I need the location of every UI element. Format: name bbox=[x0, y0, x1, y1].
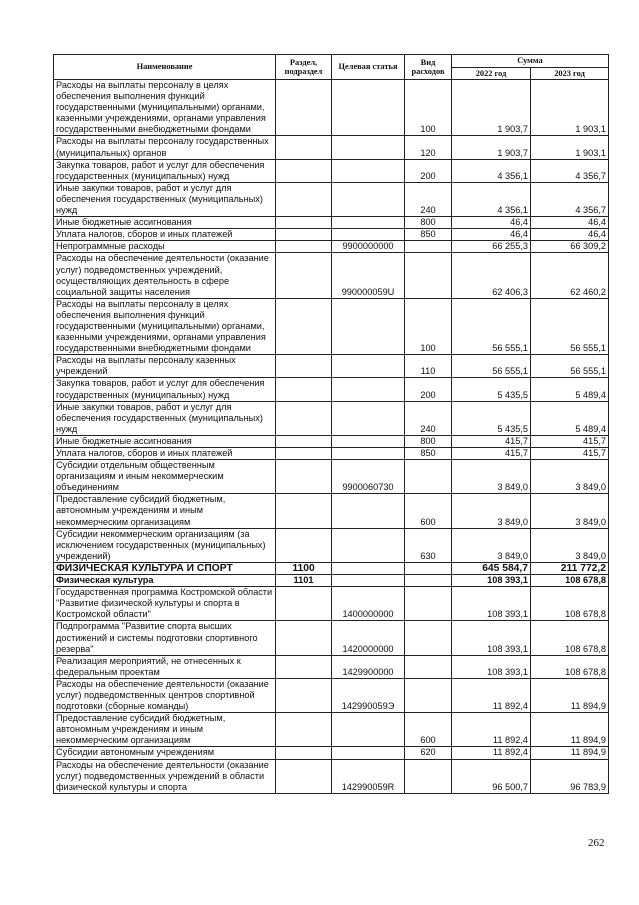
cell-sum-2022: 1 903,7 bbox=[452, 80, 531, 136]
cell-type bbox=[405, 575, 452, 587]
cell-type: 100 bbox=[405, 298, 452, 354]
cell-target bbox=[332, 229, 405, 241]
cell-target bbox=[332, 159, 405, 182]
cell-target bbox=[332, 136, 405, 159]
cell-sum-2023: 108 678,8 bbox=[531, 655, 609, 678]
cell-section bbox=[276, 713, 332, 747]
cell-type bbox=[405, 678, 452, 712]
cell-target bbox=[332, 562, 405, 574]
cell-target: 9900060730 bbox=[332, 460, 405, 494]
cell-sum-2022: 66 255,3 bbox=[452, 241, 531, 253]
cell-type: 600 bbox=[405, 713, 452, 747]
cell-sum-2023: 56 555,1 bbox=[531, 298, 609, 354]
cell-section bbox=[276, 435, 332, 447]
cell-sum-2022: 5 435,5 bbox=[452, 378, 531, 401]
cell-target bbox=[332, 401, 405, 435]
table-row bbox=[54, 241, 609, 253]
table-row bbox=[54, 401, 609, 435]
cell-name: Государственная программа Костромской области "Развитие физической культуры и спорта в Костромской области" bbox=[54, 587, 276, 621]
cell-section bbox=[276, 355, 332, 378]
table-row bbox=[54, 80, 609, 136]
cell-section: 1101 bbox=[276, 575, 332, 587]
cell-sum-2023: 4 356,7 bbox=[531, 159, 609, 182]
table-row bbox=[54, 298, 609, 354]
table-row bbox=[54, 587, 609, 621]
table-row bbox=[54, 136, 609, 159]
cell-type: 600 bbox=[405, 494, 452, 528]
cell-section bbox=[276, 747, 332, 759]
cell-sum-2022: 4 356,1 bbox=[452, 182, 531, 216]
cell-sum-2023: 1 903,1 bbox=[531, 136, 609, 159]
table-row bbox=[54, 253, 609, 298]
cell-sum-2023: 108 678,8 bbox=[531, 575, 609, 587]
cell-name: Иные закупки товаров, работ и услуг для обеспечения государственных (муниципальных) нужд bbox=[54, 182, 276, 216]
table-row bbox=[54, 575, 609, 587]
cell-section bbox=[276, 587, 332, 621]
cell-sum-2022: 3 849,0 bbox=[452, 494, 531, 528]
cell-name: Подпрограмма "Развитие спорта высших достижений и системы подготовки спортивного резерва" bbox=[54, 621, 276, 655]
cell-target bbox=[332, 435, 405, 447]
cell-name: Субсидии автономным учреждениям bbox=[54, 747, 276, 759]
cell-type: 620 bbox=[405, 747, 452, 759]
cell-target bbox=[332, 494, 405, 528]
cell-sum-2022: 415,7 bbox=[452, 435, 531, 447]
table-row bbox=[54, 528, 609, 562]
cell-section bbox=[276, 159, 332, 182]
cell-name: Субсидии некоммерческим организациям (за исключением государственных (муниципальных) учреждений) bbox=[54, 528, 276, 562]
cell-sum-2022: 11 892,4 bbox=[452, 713, 531, 747]
cell-section bbox=[276, 401, 332, 435]
cell-section bbox=[276, 494, 332, 528]
cell-type: 200 bbox=[405, 159, 452, 182]
cell-target bbox=[332, 575, 405, 587]
cell-name: Закупка товаров, работ и услуг для обеспечения государственных (муниципальных) нужд bbox=[54, 159, 276, 182]
cell-section: 1100 bbox=[276, 562, 332, 574]
cell-sum-2023: 66 309,2 bbox=[531, 241, 609, 253]
table-row bbox=[54, 655, 609, 678]
cell-type: 630 bbox=[405, 528, 452, 562]
cell-section bbox=[276, 460, 332, 494]
cell-sum-2023: 3 849,0 bbox=[531, 494, 609, 528]
cell-name: Предоставление субсидий бюджетным, автономным учреждениям и иным некоммерческим организациям bbox=[54, 494, 276, 528]
table-row bbox=[54, 713, 609, 747]
cell-name: Предоставление субсидий бюджетным, автономным учреждениям и иным некоммерческим организациям bbox=[54, 713, 276, 747]
cell-section bbox=[276, 136, 332, 159]
cell-sum-2023: 1 903,1 bbox=[531, 80, 609, 136]
cell-sum-2023: 3 849,0 bbox=[531, 528, 609, 562]
cell-name: Физическая культура bbox=[54, 575, 276, 587]
table-row bbox=[54, 182, 609, 216]
cell-sum-2022: 1 903,7 bbox=[452, 136, 531, 159]
cell-name: Расходы на обеспечение деятельности (оказание услуг) подведомственных учреждений, осуществляющих деятельность в сфере социальной защиты населения bbox=[54, 253, 276, 298]
cell-sum-2023: 415,7 bbox=[531, 435, 609, 447]
cell-sum-2023: 415,7 bbox=[531, 448, 609, 460]
cell-type bbox=[405, 241, 452, 253]
header-section: Раздел, подраздел bbox=[276, 55, 332, 80]
header-name: Наименование bbox=[54, 55, 276, 80]
cell-section bbox=[276, 655, 332, 678]
cell-sum-2023: 5 489,4 bbox=[531, 378, 609, 401]
cell-target: 142990059Э bbox=[332, 678, 405, 712]
cell-name: Расходы на выплаты персоналу в целях обеспечения выполнения функций государственными (муниципальными) органами, казенными учреждениями, органами управления государственными внебюджетными фондами bbox=[54, 298, 276, 354]
header-target: Целевая статья bbox=[332, 55, 405, 80]
cell-section bbox=[276, 678, 332, 712]
cell-sum-2022: 4 356,1 bbox=[452, 159, 531, 182]
cell-target bbox=[332, 298, 405, 354]
cell-sum-2023: 108 678,8 bbox=[531, 587, 609, 621]
cell-section bbox=[276, 298, 332, 354]
cell-sum-2022: 5 435,5 bbox=[452, 401, 531, 435]
table-row bbox=[54, 747, 609, 759]
table-row bbox=[54, 759, 609, 793]
cell-target bbox=[332, 355, 405, 378]
cell-type: 850 bbox=[405, 229, 452, 241]
page-number: 262 bbox=[588, 837, 605, 849]
cell-name: ФИЗИЧЕСКАЯ КУЛЬТУРА И СПОРТ bbox=[54, 562, 276, 574]
cell-name: Иные бюджетные ассигнования bbox=[54, 217, 276, 229]
cell-type: 240 bbox=[405, 401, 452, 435]
header-row bbox=[54, 55, 609, 68]
cell-sum-2022: 415,7 bbox=[452, 448, 531, 460]
cell-name: Уплата налогов, сборов и иных платежей bbox=[54, 229, 276, 241]
cell-section bbox=[276, 759, 332, 793]
cell-type bbox=[405, 655, 452, 678]
table-body bbox=[54, 80, 609, 794]
budget-table bbox=[53, 54, 609, 794]
cell-name: Иные закупки товаров, работ и услуг для обеспечения государственных (муниципальных) нужд bbox=[54, 401, 276, 435]
cell-sum-2022: 96 500,7 bbox=[452, 759, 531, 793]
cell-target: 142990059R bbox=[332, 759, 405, 793]
cell-sum-2023: 56 555,1 bbox=[531, 355, 609, 378]
cell-sum-2022: 108 393,1 bbox=[452, 621, 531, 655]
cell-sum-2022: 62 406,3 bbox=[452, 253, 531, 298]
table-row bbox=[54, 460, 609, 494]
cell-type: 800 bbox=[405, 217, 452, 229]
cell-section bbox=[276, 378, 332, 401]
cell-type: 240 bbox=[405, 182, 452, 216]
cell-section bbox=[276, 528, 332, 562]
cell-sum-2022: 56 555,1 bbox=[452, 355, 531, 378]
cell-type bbox=[405, 759, 452, 793]
cell-type: 120 bbox=[405, 136, 452, 159]
table-row bbox=[54, 217, 609, 229]
table-row bbox=[54, 355, 609, 378]
cell-sum-2023: 96 783,9 bbox=[531, 759, 609, 793]
cell-sum-2022: 645 584,7 bbox=[452, 562, 531, 574]
table-row bbox=[54, 494, 609, 528]
cell-sum-2022: 108 393,1 bbox=[452, 655, 531, 678]
cell-sum-2023: 46,4 bbox=[531, 217, 609, 229]
cell-section bbox=[276, 229, 332, 241]
cell-sum-2022: 56 555,1 bbox=[452, 298, 531, 354]
cell-name: Закупка товаров, работ и услуг для обеспечения государственных (муниципальных) нужд bbox=[54, 378, 276, 401]
cell-name: Иные бюджетные ассигнования bbox=[54, 435, 276, 447]
cell-section bbox=[276, 253, 332, 298]
cell-name: Расходы на выплаты персоналу казенных учреждений bbox=[54, 355, 276, 378]
header-sum: Сумма bbox=[452, 55, 609, 68]
table-row bbox=[54, 678, 609, 712]
cell-sum-2023: 108 678,8 bbox=[531, 621, 609, 655]
table-row bbox=[54, 562, 609, 574]
cell-target: 9900000000 bbox=[332, 241, 405, 253]
cell-sum-2022: 3 849,0 bbox=[452, 460, 531, 494]
cell-target bbox=[332, 747, 405, 759]
cell-sum-2023: 11 894,9 bbox=[531, 678, 609, 712]
header-year-2023: 2023 год bbox=[531, 67, 609, 80]
cell-target bbox=[332, 378, 405, 401]
cell-section bbox=[276, 182, 332, 216]
cell-target: 1420000000 bbox=[332, 621, 405, 655]
cell-name: Расходы на обеспечение деятельности (оказание услуг) подведомственных центров спортивной подготовки (сборные команды) bbox=[54, 678, 276, 712]
cell-name: Реализация мероприятий, не отнесенных к федеральным проектам bbox=[54, 655, 276, 678]
cell-sum-2022: 46,4 bbox=[452, 217, 531, 229]
cell-name: Расходы на выплаты персоналу государственных (муниципальных) органов bbox=[54, 136, 276, 159]
cell-sum-2023: 11 894,9 bbox=[531, 747, 609, 759]
cell-type: 200 bbox=[405, 378, 452, 401]
cell-sum-2023: 211 772,2 bbox=[531, 562, 609, 574]
cell-sum-2023: 3 849,0 bbox=[531, 460, 609, 494]
cell-sum-2022: 3 849,0 bbox=[452, 528, 531, 562]
table-row bbox=[54, 159, 609, 182]
cell-section bbox=[276, 621, 332, 655]
cell-target bbox=[332, 448, 405, 460]
table-row bbox=[54, 435, 609, 447]
header-year-2022: 2022 год bbox=[452, 67, 531, 80]
cell-type bbox=[405, 460, 452, 494]
table-row bbox=[54, 621, 609, 655]
cell-type: 100 bbox=[405, 80, 452, 136]
cell-type: 850 bbox=[405, 448, 452, 460]
cell-sum-2023: 4 356,7 bbox=[531, 182, 609, 216]
cell-name: Расходы на выплаты персоналу в целях обеспечения выполнения функций государственными (муниципальными) органами, казенными учреждениями, органами управления государственными внебюджетными фондами bbox=[54, 80, 276, 136]
cell-target bbox=[332, 713, 405, 747]
cell-target: 1429900000 bbox=[332, 655, 405, 678]
cell-type bbox=[405, 562, 452, 574]
header-type: Вид расходов bbox=[405, 55, 452, 80]
cell-sum-2022: 108 393,1 bbox=[452, 587, 531, 621]
table-row bbox=[54, 378, 609, 401]
cell-target bbox=[332, 217, 405, 229]
cell-section bbox=[276, 80, 332, 136]
cell-name: Расходы на обеспечение деятельности (оказание услуг) подведомственных учреждений в области физической культуры и спорта bbox=[54, 759, 276, 793]
cell-target: 1400000000 bbox=[332, 587, 405, 621]
cell-target bbox=[332, 80, 405, 136]
cell-sum-2023: 46,4 bbox=[531, 229, 609, 241]
cell-sum-2022: 46,4 bbox=[452, 229, 531, 241]
table-row bbox=[54, 448, 609, 460]
cell-name: Субсидии отдельным общественным организациям и иным некоммерческим объединениям bbox=[54, 460, 276, 494]
cell-type: 110 bbox=[405, 355, 452, 378]
cell-type: 800 bbox=[405, 435, 452, 447]
cell-sum-2022: 108 393,1 bbox=[452, 575, 531, 587]
cell-name: Уплата налогов, сборов и иных платежей bbox=[54, 448, 276, 460]
cell-section bbox=[276, 217, 332, 229]
cell-type bbox=[405, 621, 452, 655]
cell-type bbox=[405, 253, 452, 298]
cell-section bbox=[276, 241, 332, 253]
cell-sum-2023: 11 894,9 bbox=[531, 713, 609, 747]
cell-target bbox=[332, 528, 405, 562]
table-row bbox=[54, 229, 609, 241]
cell-sum-2022: 11 892,4 bbox=[452, 678, 531, 712]
cell-target bbox=[332, 182, 405, 216]
cell-name: Непрограммные расходы bbox=[54, 241, 276, 253]
cell-section bbox=[276, 448, 332, 460]
cell-sum-2023: 62 460,2 bbox=[531, 253, 609, 298]
cell-type bbox=[405, 587, 452, 621]
cell-target: 990000059U bbox=[332, 253, 405, 298]
cell-sum-2022: 11 892,4 bbox=[452, 747, 531, 759]
cell-sum-2023: 5 489,4 bbox=[531, 401, 609, 435]
